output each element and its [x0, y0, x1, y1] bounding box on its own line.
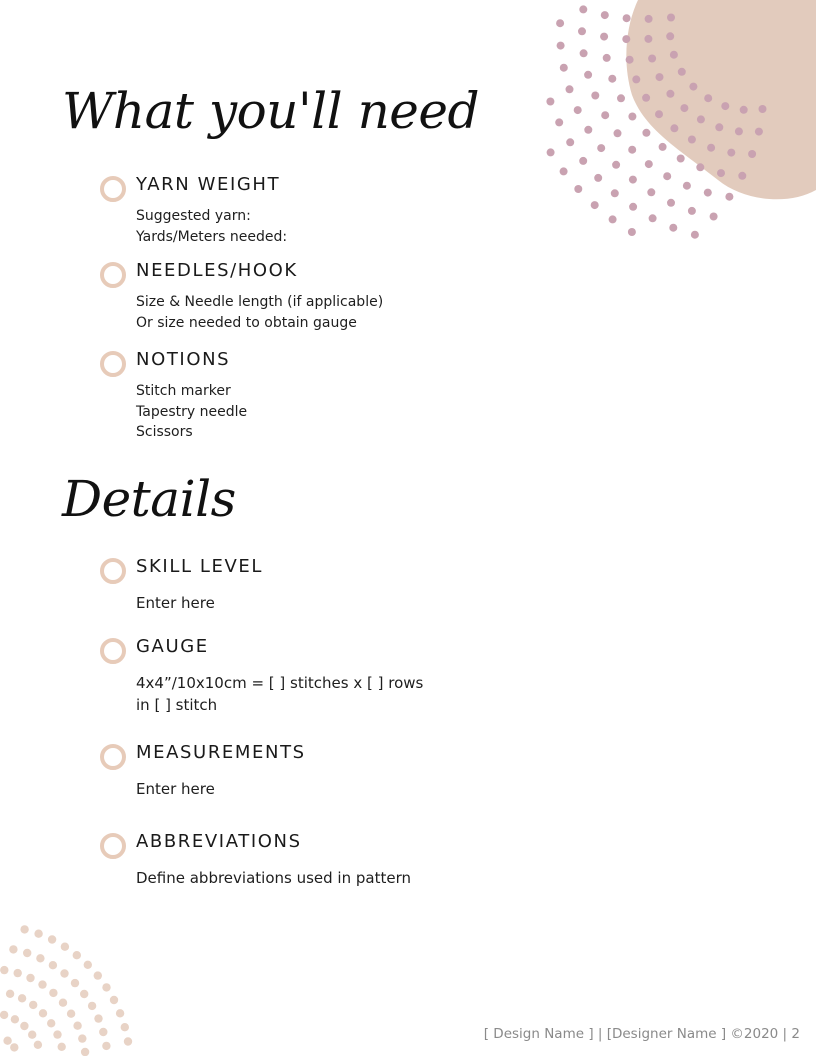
decorative-dot — [0, 1011, 8, 1019]
decorative-dot — [556, 19, 564, 27]
circle-bullet-icon — [100, 638, 126, 664]
item-line: Or size needed to obtain gauge — [136, 314, 357, 331]
decorative-dot — [667, 199, 675, 207]
item-lines — [136, 867, 411, 889]
item-title: YARN WEIGHT — [136, 174, 281, 195]
decorative-dot — [579, 5, 587, 13]
decorative-dot — [578, 27, 586, 35]
decorative-dot — [623, 14, 631, 22]
decorative-dot — [73, 1022, 81, 1030]
decorative-dot — [560, 167, 568, 175]
decorative-dot — [34, 1041, 42, 1049]
decorative-dot — [696, 163, 704, 171]
decorative-dot — [628, 228, 636, 236]
decorative-dot — [555, 118, 563, 126]
decorative-dot — [689, 83, 697, 91]
item-lines — [136, 381, 247, 443]
decorative-dot — [547, 148, 555, 156]
decorative-dot — [579, 157, 587, 165]
decorative-dot — [580, 49, 588, 57]
item-line: 4x4”/10x10cm = [ ] stitches x [ ] rows — [136, 674, 424, 692]
decorative-dot — [594, 174, 602, 182]
decorative-dot — [622, 35, 630, 43]
decorative-dot — [53, 1030, 61, 1038]
decorative-dot — [691, 231, 699, 239]
decorative-dot — [584, 126, 592, 134]
decorative-dot — [29, 1001, 37, 1009]
item-lines — [136, 778, 215, 800]
decorative-dot — [59, 999, 67, 1007]
decorative-dot — [20, 925, 28, 933]
decorative-dot — [649, 214, 657, 222]
decorative-dot — [566, 85, 574, 93]
decorative-dot — [584, 71, 592, 79]
decorative-dot — [597, 144, 605, 152]
decorative-dot — [60, 969, 68, 977]
decorative-dot — [574, 185, 582, 193]
item-lines — [136, 672, 423, 716]
decorative-dot — [6, 990, 14, 998]
decorative-dot — [601, 11, 609, 19]
decorative-dot — [80, 990, 88, 998]
circle-bullet-icon — [100, 262, 126, 288]
decorative-dot — [717, 169, 725, 177]
decorative-dot — [18, 994, 26, 1002]
decorative-dot — [48, 935, 56, 943]
decorative-dot — [39, 1009, 47, 1017]
item-line: Suggested yarn: — [136, 208, 251, 224]
decorative-dot — [632, 75, 640, 83]
decorative-dot — [647, 188, 655, 196]
decorative-dot — [566, 138, 574, 146]
decorative-dot — [71, 979, 79, 987]
decorative-dot — [14, 969, 22, 977]
decorative-dot — [603, 54, 611, 62]
decorative-dot — [688, 207, 696, 215]
decorative-dot — [61, 943, 69, 951]
decorative-dot — [721, 102, 729, 110]
item-lines — [136, 292, 383, 333]
decorative-dot — [755, 128, 763, 136]
decorative-dot — [110, 996, 118, 1004]
decorative-dot — [36, 954, 44, 962]
item-line: Enter here — [136, 780, 215, 798]
item-title: NEEDLES/HOOK — [136, 260, 298, 281]
decorative-dot — [26, 974, 34, 982]
decorative-dot — [680, 104, 688, 112]
decorative-dot — [677, 155, 685, 163]
decorative-dot — [600, 33, 608, 41]
decorative-dot — [617, 94, 625, 102]
decorative-dot — [124, 1037, 132, 1045]
decorative-dot — [666, 32, 674, 40]
decorative-dot — [28, 1031, 36, 1039]
decorative-blob-dots-top — [540, 0, 816, 240]
decorative-dot — [88, 1002, 96, 1010]
decorative-dot — [78, 1034, 86, 1042]
page-footer: [ Design Name ] | [Designer Name ] ©2020 | 2 — [483, 1026, 800, 1042]
decorative-dot — [738, 172, 746, 180]
decorative-dot — [121, 1023, 129, 1031]
item-title: ABBREVIATIONS — [136, 831, 302, 852]
decorative-dot — [49, 989, 57, 997]
decorative-dot — [629, 203, 637, 211]
decorative-dot — [34, 930, 42, 938]
dot-pattern-bottom — [0, 925, 132, 1056]
decorative-dot — [102, 983, 110, 991]
decorative-dot — [710, 213, 718, 221]
decorative-dot — [99, 1028, 107, 1036]
decorative-dot — [94, 971, 102, 979]
item-lines — [136, 592, 215, 614]
item-line: Size & Needle length (if applicable) — [136, 294, 384, 310]
decorative-dot — [704, 94, 712, 102]
decorative-dot — [546, 98, 554, 106]
decorative-dot — [683, 182, 691, 190]
heading-details: Details — [62, 470, 236, 528]
decorative-dot — [38, 980, 46, 988]
item-title: GAUGE — [136, 636, 209, 657]
item-line: Scissors — [136, 424, 193, 440]
decorative-dot — [49, 961, 57, 969]
decorative-dot — [560, 64, 568, 72]
decorative-dot — [725, 193, 733, 201]
decorative-dot — [608, 75, 616, 83]
decorative-dot — [629, 176, 637, 184]
decorative-dot — [642, 129, 650, 137]
decorative-dot — [609, 215, 617, 223]
item-title: NOTIONS — [136, 349, 231, 370]
decorative-dots-bottom — [0, 915, 150, 1056]
circle-bullet-icon — [100, 176, 126, 202]
decorative-dot — [666, 90, 674, 98]
decorative-dot — [591, 201, 599, 209]
decorative-dot — [557, 42, 565, 50]
heading-what-youll-need: What you'll need — [62, 82, 479, 140]
decorative-dot — [11, 1015, 19, 1023]
item-line: Define abbreviations used in pattern — [136, 869, 411, 887]
decorative-dot — [81, 1048, 89, 1056]
decorative-dot — [10, 1043, 18, 1051]
decorative-dot — [669, 224, 677, 232]
decorative-dot — [740, 106, 748, 114]
decorative-dot — [670, 124, 678, 132]
decorative-dot — [667, 14, 675, 22]
decorative-dot — [655, 110, 663, 118]
decorative-dot — [611, 189, 619, 197]
decorative-dot — [642, 94, 650, 102]
item-line: Enter here — [136, 594, 215, 612]
decorative-dot — [659, 143, 667, 151]
decorative-dot — [628, 113, 636, 121]
decorative-dot — [73, 951, 81, 959]
decorative-dot — [0, 966, 8, 974]
item-line: Yards/Meters needed: — [136, 228, 288, 245]
decorative-dot — [727, 149, 735, 157]
decorative-dot — [759, 105, 767, 113]
item-line: Tapestry needle — [136, 403, 248, 420]
decorative-dot — [612, 161, 620, 169]
decorative-dot — [47, 1019, 55, 1027]
item-lines — [136, 206, 287, 247]
decorative-dot — [626, 56, 634, 64]
decorative-dot — [663, 172, 671, 180]
decorative-dot — [94, 1014, 102, 1022]
decorative-dot — [645, 15, 653, 23]
decorative-dot — [591, 92, 599, 100]
decorative-dot — [614, 129, 622, 137]
decorative-dot — [645, 160, 653, 168]
decorative-dot — [574, 106, 582, 114]
decorative-dot — [656, 73, 664, 81]
item-line: in [ ] stitch — [136, 696, 218, 714]
decorative-dot — [715, 123, 723, 131]
circle-bullet-icon — [100, 744, 126, 770]
decorative-dot — [735, 127, 743, 135]
decorative-dot — [697, 115, 705, 123]
circle-bullet-icon — [100, 833, 126, 859]
decorative-dot — [628, 146, 636, 154]
decorative-dot — [102, 1042, 110, 1050]
decorative-dot — [648, 55, 656, 63]
decorative-dot — [688, 136, 696, 144]
decorative-dot — [67, 1010, 75, 1018]
item-title: SKILL LEVEL — [136, 556, 264, 577]
decorative-dot — [9, 945, 17, 953]
decorative-dot — [644, 35, 652, 43]
decorative-dot — [84, 961, 92, 969]
decorative-dot — [748, 150, 756, 158]
circle-bullet-icon — [100, 558, 126, 584]
decorative-dot — [707, 144, 715, 152]
decorative-dot — [20, 1022, 28, 1030]
decorative-dot — [704, 189, 712, 197]
item-title: MEASUREMENTS — [136, 742, 306, 763]
decorative-dot — [3, 1037, 11, 1045]
decorative-dot — [116, 1009, 124, 1017]
decorative-dot — [58, 1043, 66, 1051]
decorative-dot — [23, 949, 31, 957]
decorative-dot — [670, 51, 678, 59]
decorative-dot — [601, 111, 609, 119]
item-line: Stitch marker — [136, 383, 231, 399]
circle-bullet-icon — [100, 351, 126, 377]
decorative-dot — [678, 68, 686, 76]
